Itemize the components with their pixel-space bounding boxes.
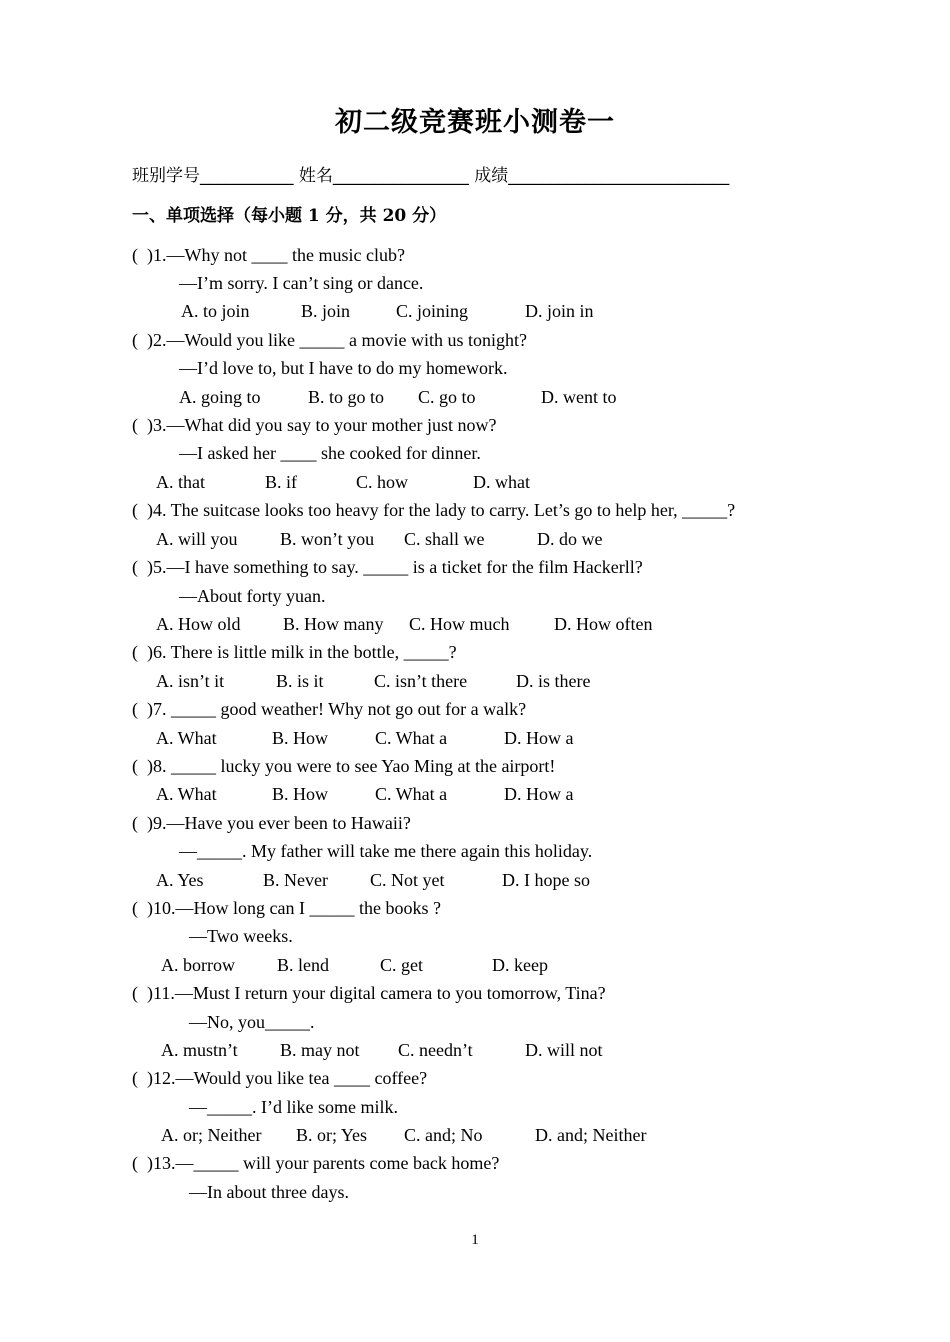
option-c: C. how (356, 472, 409, 492)
option-d: D. is there (516, 671, 591, 691)
option-b: B. lend (277, 955, 329, 975)
page-number: 1 (471, 1232, 479, 1248)
question-reply: —_____. I’d like some milk. (189, 1097, 398, 1117)
question-reply: —I’d love to, but I have to do my homework. (179, 358, 508, 378)
question-stem: ( )13.—_____ will your parents come back home? (132, 1153, 500, 1173)
option-c: C. get (380, 955, 423, 975)
option-b: B. is it (276, 671, 324, 691)
question-stem: ( )2.—Would you like _____ a movie with us tonight? (132, 330, 528, 350)
option-c: C. and; No (404, 1125, 483, 1145)
option-d: D. join in (525, 301, 594, 321)
page-title: 初二级竞赛班小测卷一 (335, 107, 615, 138)
option-d: D. How often (554, 614, 653, 634)
option-c: C. joining (396, 301, 469, 321)
option-b: B. if (265, 472, 298, 492)
option-b: B. How (272, 728, 329, 748)
question-reply: —Two weeks. (189, 926, 293, 946)
question-stem: ( )3.—What did you say to your mother just now? (132, 415, 497, 435)
student-info-line: 班别学号___________ 姓名________________ 成绩__________________________ (132, 166, 730, 186)
option-a: A. What (156, 784, 217, 804)
option-c: C. needn’t (398, 1040, 473, 1060)
option-a: A. will you (156, 529, 238, 549)
option-a: A. or; Neither (161, 1125, 262, 1145)
question-stem: ( )7. _____ good weather! Why not go out for a walk? (132, 699, 527, 719)
question-stem: ( )9.—Have you ever been to Hawaii? (132, 813, 411, 833)
option-a: A. mustn’t (161, 1040, 238, 1060)
option-a: A. isn’t it (156, 671, 225, 691)
option-d: D. do we (537, 529, 603, 549)
question-reply: —_____. My father will take me there again this holiday. (179, 841, 593, 861)
question-stem: ( )4. The suitcase looks too heavy for the lady to carry. Let’s go to help her, _____? (132, 500, 736, 520)
question-stem: ( )1.—Why not ____ the music club? (132, 245, 405, 265)
option-a: A. going to (179, 387, 261, 407)
option-b: B. or; Yes (296, 1125, 368, 1145)
option-d: D. How a (504, 784, 574, 804)
option-d: D. How a (504, 728, 574, 748)
option-a: A. How old (156, 614, 241, 634)
question-reply: —I’m sorry. I can’t sing or dance. (179, 273, 424, 293)
option-c: C. What a (375, 728, 448, 748)
option-a: A. borrow (161, 955, 235, 975)
option-a: A. that (156, 472, 205, 492)
option-a: A. Yes (156, 870, 204, 890)
option-c: C. What a (375, 784, 448, 804)
option-d: D. will not (525, 1040, 603, 1060)
question-stem: ( )8. _____ lucky you were to see Yao Ming at the airport! (132, 756, 556, 776)
option-c: C. go to (418, 387, 476, 407)
question-stem: ( )6. There is little milk in the bottle, _____? (132, 642, 457, 662)
option-d: D. and; Neither (535, 1125, 647, 1145)
option-d: D. what (473, 472, 530, 492)
option-a: A. to join (181, 301, 250, 321)
option-d: D. keep (492, 955, 548, 975)
question-reply: —No, you_____. (189, 1012, 315, 1032)
option-a: A. What (156, 728, 217, 748)
option-b: B. join (301, 301, 351, 321)
question-stem: ( )11.—Must I return your digital camera to you tomorrow, Tina? (132, 983, 606, 1003)
option-b: B. to go to (308, 387, 385, 407)
question-stem: ( )12.—Would you like tea ____ coffee? (132, 1068, 428, 1088)
question-reply: —About forty yuan. (179, 586, 326, 606)
section-heading: 一、单项选择（每小题 1 分，共 20 分） (132, 206, 447, 226)
option-c: C. How much (409, 614, 510, 634)
option-d: D. I hope so (502, 870, 590, 890)
option-b: B. Never (263, 870, 328, 890)
option-c: C. Not yet (370, 870, 445, 890)
option-d: D. went to (541, 387, 617, 407)
option-b: B. may not (280, 1040, 360, 1060)
question-stem: ( )10.—How long can I _____ the books ? (132, 898, 441, 918)
question-stem: ( )5.—I have something to say. _____ is a ticket for the film Hackerll? (132, 557, 643, 577)
option-c: C. shall we (404, 529, 485, 549)
option-b: B. How many (283, 614, 384, 634)
option-b: B. How (272, 784, 329, 804)
question-reply: —In about three days. (189, 1182, 349, 1202)
question-reply: —I asked her ____ she cooked for dinner. (179, 443, 481, 463)
option-c: C. isn’t there (374, 671, 468, 691)
option-b: B. won’t you (280, 529, 375, 549)
